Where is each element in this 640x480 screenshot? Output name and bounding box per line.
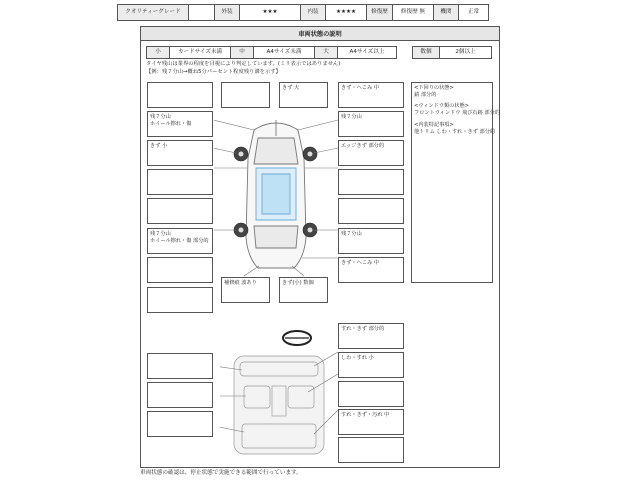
interior-diagram [220,352,338,458]
left-box-5 [147,198,213,224]
right-box-6 [338,228,404,254]
interior-left-box-2 [147,382,213,408]
right-box-2 [338,111,404,137]
legend-medium-label: 中 [231,47,254,58]
legend-large-label: 大 [315,47,338,58]
bottom-box-3-text: きず(小) 数個 [282,280,314,286]
footer-note: 車両状態の確認は、停止状態で実施できる範囲で行っています。 [140,470,302,476]
car-body-outline [246,120,306,268]
count-value: 2個以上 [455,48,476,55]
left-box-6-text: 残７分山 ホイール擦れ・傷 部分的 [150,231,209,244]
dashboard [240,362,318,376]
legend-large-value: A4サイズ以上 [349,48,385,55]
interior-label: 内装 [301,5,326,20]
right-box-3-text: エッジきず 部分的 [341,143,385,149]
right-box-1-text: きず・へこみ 中 [341,85,379,91]
window-value: フロントウィンドウ 飛び石跡 部分的 [414,110,500,116]
lower-title: <下回りの状態> [414,85,454,91]
window-title: <ウィンドウ類の状態> [414,103,470,109]
size-legend [146,46,397,59]
grade-value [189,5,215,20]
side-notes-box [411,82,500,283]
header-strip [117,4,489,21]
center-top-box-2-text: きず 大 [282,85,300,91]
count-legend [412,46,492,59]
center-top-box-2 [279,82,328,108]
interior-right-box-4-text: すれ・きず・汚れ 中 [341,412,390,418]
repair-value: 修復歴 無 [393,5,434,20]
left-box-2 [147,111,213,137]
interior-left-box-3 [147,411,213,437]
left-box-1 [147,82,213,108]
engine-label: 機関 [434,5,459,20]
rear-seat [242,424,316,448]
legend-small-value: カードサイズ未満 [170,47,231,58]
section-title: 車両状態の説明 [140,26,500,41]
left-box-6 [147,228,213,254]
interior-value: ★★★★ [326,5,367,20]
grade-label: クオリティーグレード [118,5,189,20]
interior-right-box-5 [338,437,404,463]
bottom-box-2 [221,277,270,303]
interior-right-box-1 [338,323,404,349]
right-box-5 [338,198,404,224]
left-box-3 [147,140,213,166]
count-label: 数個 [413,47,440,58]
interior-left-box-1 [147,353,213,379]
right-box-7 [338,257,404,283]
engine-value: 正常 [467,8,480,15]
repair-label: 修復歴 [367,5,393,20]
interior-notes-title: <内装特記事項> [414,122,454,128]
legend-medium-value: A4サイズ未満 [254,47,315,58]
car-diagram [214,108,338,278]
exterior-label: 外装 [215,5,240,20]
right-box-7-text: きず・へこみ 中 [341,260,379,266]
left-box-7 [147,257,213,283]
interior-right-box-4 [338,409,404,435]
center-console [272,386,286,416]
bottom-box-2-text: 補修痕 波あり [224,280,257,286]
interior-right-box-1-text: すれ・きず 部分的 [341,326,385,332]
bottom-box-1 [147,287,213,313]
right-box-3 [338,140,404,166]
left-box-2-text: 残７分山 ホイール擦れ・傷 [150,114,192,127]
right-box-2-text: 残７分山 [341,114,362,120]
bottom-box-3 [279,277,328,303]
left-box-4 [147,169,213,195]
interior-right-box-2-text: しわ・すれ 小 [341,355,374,361]
interior-right-box-3 [338,381,404,407]
right-box-1 [338,82,404,108]
tire-note-1: タイヤ残山は業界の程度を目視により判定しています。(ミリ表示ではありません) [146,61,341,67]
exterior-value: ★★★ [240,5,301,20]
right-box-6-text: 残７分山 [341,231,362,237]
lower-value: 錆 部分的 [414,92,437,98]
interior-notes-value: 他トリム しわ・すれ・きず 部分的 [414,129,496,135]
legend-small-label: 小 [147,47,170,58]
front-seat-right [288,386,314,408]
right-box-4 [338,169,404,195]
left-box-3-text: きず 小 [150,143,168,149]
interior-right-box-2 [338,352,404,378]
center-top-box-1 [221,82,270,108]
steering-wheel-icon [281,329,313,347]
front-seat-left [244,386,270,408]
tire-note-2: 【例：残７分山→概ね5分パーセント程度残り溝を示す】 [146,69,281,75]
